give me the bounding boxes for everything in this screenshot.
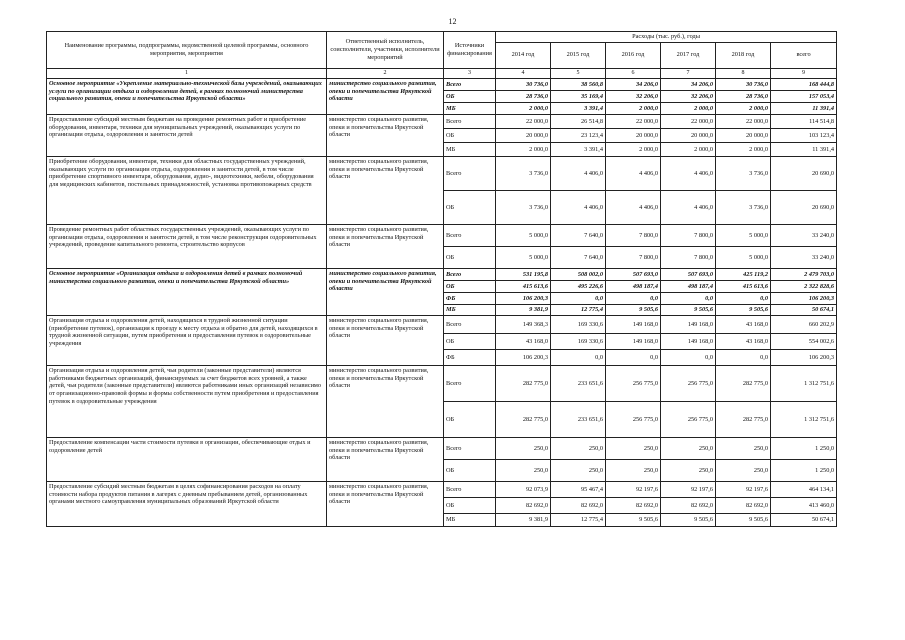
column-index: 3 — [444, 68, 496, 78]
amount-cell: 7 640,0 — [551, 246, 606, 268]
amount-cell: 28 736,0 — [716, 90, 771, 102]
amount-cell: 43 168,0 — [496, 333, 551, 349]
amount-cell: 149 168,0 — [606, 333, 661, 349]
amount-total: 1 250,0 — [771, 437, 837, 459]
amount-cell: 9 505,6 — [661, 513, 716, 526]
amount-cell: 415 613,6 — [496, 280, 551, 292]
funding-source: ОБ — [444, 401, 496, 437]
amount-cell: 2 000,0 — [661, 142, 716, 156]
amount-cell: 282 775,0 — [716, 401, 771, 437]
amount-cell: 38 560,8 — [551, 78, 606, 90]
amount-cell: 2 000,0 — [606, 102, 661, 114]
amount-cell: 9 505,6 — [716, 513, 771, 526]
amount-cell: 0,0 — [551, 349, 606, 365]
column-index: 4 — [496, 68, 551, 78]
amount-cell: 22 000,0 — [496, 114, 551, 128]
activity-name: Предоставление субсидий местным бюджетам на проведение ремонтных работ и приобретение оборудования, инвентаря, техники для муниципальных учреждений, оказывающих услуги по организации отдыха, оздоровления и занятости детей — [47, 114, 327, 156]
column-index: 6 — [606, 68, 661, 78]
amount-cell: 30 736,0 — [496, 78, 551, 90]
amount-cell: 2 000,0 — [661, 102, 716, 114]
header-name: Наименование программы, подпрограммы, ведомственной целевой программы, основного мероприятия, мероприятия — [47, 32, 327, 69]
amount-total: 106 200,3 — [771, 349, 837, 365]
amount-cell: 256 775,0 — [661, 401, 716, 437]
funding-source: Всего — [444, 224, 496, 246]
table-row — [47, 78, 837, 90]
amount-cell: 425 119,2 — [716, 268, 771, 280]
amount-cell: 507 693,0 — [606, 268, 661, 280]
executor: министерство социального развития, опеки и попечительства Иркутской области — [327, 365, 444, 437]
amount-total: 1 250,0 — [771, 459, 837, 481]
funding-source: ОБ — [444, 459, 496, 481]
funding-source: Всего — [444, 437, 496, 459]
amount-cell: 508 002,0 — [551, 268, 606, 280]
amount-cell: 507 693,0 — [661, 268, 716, 280]
amount-cell: 92 197,6 — [606, 481, 661, 497]
table-row — [47, 481, 837, 497]
amount-cell: 0,0 — [606, 292, 661, 304]
column-index: 2 — [327, 68, 444, 78]
funding-source: ОБ — [444, 90, 496, 102]
amount-cell: 0,0 — [716, 292, 771, 304]
amount-cell: 3 736,0 — [496, 190, 551, 224]
amount-cell: 233 651,6 — [551, 401, 606, 437]
executor: министерство социального развития, опеки и попечительства Иркутской области — [327, 315, 444, 365]
amount-cell: 106 200,3 — [496, 349, 551, 365]
amount-cell: 28 736,0 — [496, 90, 551, 102]
table-body — [47, 78, 837, 526]
funding-source: Всего — [444, 156, 496, 190]
amount-cell: 250,0 — [661, 437, 716, 459]
amount-cell: 20 000,0 — [716, 128, 771, 142]
header-year: 2014 год — [496, 42, 551, 68]
amount-cell: 149 368,3 — [496, 315, 551, 333]
amount-cell: 7 800,0 — [606, 224, 661, 246]
activity-name: Приобретение оборудования, инвентаря, техники для областных государственных учреждений, оказывающих услуги по организации отдыха, оздоровления и занятости детей, в том числе приобретение спортивного инвентаря, оборудования, аудио-, видеотехники, мебели, оборудования для медицинских кабинетов, постельных принадлежностей, установка противопожарных средств — [47, 156, 327, 224]
amount-cell: 256 775,0 — [661, 365, 716, 401]
amount-cell: 250,0 — [716, 459, 771, 481]
column-index: 1 — [47, 68, 327, 78]
amount-cell: 0,0 — [606, 349, 661, 365]
amount-cell: 256 775,0 — [606, 401, 661, 437]
table-row — [47, 224, 837, 246]
amount-cell: 282 775,0 — [496, 365, 551, 401]
amount-total: 2 479 703,0 — [771, 268, 837, 280]
main-activity-name: Основное мероприятие «Укрепление материально-технической базы учреждений, оказывающих услуги по организации отдыха и оздоровления детей, в рамках полномочий министерства социального развития, опеки и попечительства Иркутской области» — [47, 78, 327, 114]
amount-total: 20 690,0 — [771, 190, 837, 224]
executor: министерство социального развития, опеки и попечительства Иркутской области — [327, 78, 444, 114]
amount-cell: 82 692,0 — [496, 497, 551, 513]
column-index: 8 — [716, 68, 771, 78]
budget-table — [46, 31, 837, 527]
amount-total: 554 002,6 — [771, 333, 837, 349]
funding-source: Всего — [444, 78, 496, 90]
amount-cell: 9 505,6 — [606, 513, 661, 526]
funding-source: Всего — [444, 114, 496, 128]
amount-cell: 5 000,0 — [496, 224, 551, 246]
amount-cell: 26 514,8 — [551, 114, 606, 128]
amount-cell: 32 206,0 — [606, 90, 661, 102]
amount-cell: 82 692,0 — [606, 497, 661, 513]
amount-cell: 498 187,4 — [606, 280, 661, 292]
amount-cell: 9 505,6 — [606, 304, 661, 315]
amount-total: 50 674,1 — [771, 513, 837, 526]
header-year: 2016 год — [606, 42, 661, 68]
amount-cell: 32 206,0 — [661, 90, 716, 102]
column-index: 7 — [661, 68, 716, 78]
amount-cell: 7 800,0 — [661, 246, 716, 268]
amount-cell: 2 000,0 — [606, 142, 661, 156]
page-number: 12 — [448, 17, 457, 26]
amount-cell: 92 197,6 — [661, 481, 716, 497]
funding-source: ОБ — [444, 497, 496, 513]
amount-total: 1 312 751,6 — [771, 401, 837, 437]
amount-cell: 9 505,6 — [661, 304, 716, 315]
amount-cell: 169 330,6 — [551, 315, 606, 333]
amount-cell: 5 000,0 — [496, 246, 551, 268]
amount-cell: 0,0 — [661, 349, 716, 365]
column-index: 5 — [551, 68, 606, 78]
amount-cell: 250,0 — [551, 437, 606, 459]
amount-cell: 3 736,0 — [716, 156, 771, 190]
header-executor: Ответственный исполнитель, соисполнители, участники, исполнители мероприятий — [327, 32, 444, 69]
amount-cell: 149 168,0 — [606, 315, 661, 333]
amount-cell: 43 168,0 — [716, 333, 771, 349]
activity-name: Предоставление субсидий местным бюджетам в целях софинансирования расходов на оплату стоимости набора продуктов питания в лагерях с дневным пребыванием детей, организованных органами местного самоуправления муниципальных образований Иркутской области — [47, 481, 327, 526]
amount-cell: 250,0 — [661, 459, 716, 481]
amount-cell: 0,0 — [551, 292, 606, 304]
amount-cell: 12 775,4 — [551, 513, 606, 526]
amount-cell: 34 206,0 — [661, 78, 716, 90]
funding-source: ОБ — [444, 246, 496, 268]
funding-source: ОБ — [444, 128, 496, 142]
amount-total: 413 460,0 — [771, 497, 837, 513]
amount-cell: 250,0 — [551, 459, 606, 481]
amount-cell: 9 381,9 — [496, 304, 551, 315]
amount-cell: 0,0 — [716, 349, 771, 365]
amount-cell: 498 187,4 — [661, 280, 716, 292]
activity-name: Организация отдыха и оздоровления детей, находящихся в трудной жизненной ситуации (приобретение путевок), организация к проезду к месту отдыха и обратно для детей, находящихся в трудной жизненной ситуации, путем приобретения и предоставления путевок в оздоровительные учреждения — [47, 315, 327, 365]
table-row — [47, 156, 837, 190]
amount-cell: 9 381,9 — [496, 513, 551, 526]
table-row — [47, 365, 837, 401]
amount-cell: 2 000,0 — [716, 102, 771, 114]
amount-total: 168 444,8 — [771, 78, 837, 90]
amount-cell: 92 073,9 — [496, 481, 551, 497]
amount-cell: 495 226,6 — [551, 280, 606, 292]
amount-total: 2 322 828,6 — [771, 280, 837, 292]
activity-name: Предоставление компенсации части стоимости путевки в организации, обеспечивающие отдых и оздоровление детей — [47, 437, 327, 481]
amount-cell: 7 800,0 — [606, 246, 661, 268]
amount-cell: 4 406,0 — [551, 156, 606, 190]
main-activity-name: Основное мероприятие «Организация отдыха и оздоровления детей в рамках полномочий министерства социального развития, опеки и попечительства Иркутской области» — [47, 268, 327, 315]
funding-source: ОБ — [444, 190, 496, 224]
amount-total: 33 240,0 — [771, 246, 837, 268]
amount-cell: 3 391,4 — [551, 142, 606, 156]
amount-total: 11 391,4 — [771, 142, 837, 156]
amount-cell: 169 330,6 — [551, 333, 606, 349]
amount-cell: 20 000,0 — [661, 128, 716, 142]
amount-cell: 43 168,0 — [716, 315, 771, 333]
header-total: всего — [771, 42, 837, 68]
header-year: 2015 год — [551, 42, 606, 68]
funding-source: ФБ — [444, 349, 496, 365]
amount-total: 11 391,4 — [771, 102, 837, 114]
amount-cell: 2 000,0 — [496, 102, 551, 114]
amount-cell: 7 640,0 — [551, 224, 606, 246]
amount-cell: 22 000,0 — [661, 114, 716, 128]
funding-source: ОБ — [444, 333, 496, 349]
amount-total: 114 514,8 — [771, 114, 837, 128]
amount-cell: 282 775,0 — [716, 365, 771, 401]
header-year: 2018 год — [716, 42, 771, 68]
amount-cell: 82 692,0 — [661, 497, 716, 513]
funding-source: МБ — [444, 304, 496, 315]
amount-cell: 35 169,4 — [551, 90, 606, 102]
amount-total: 660 202,9 — [771, 315, 837, 333]
amount-cell: 82 692,0 — [551, 497, 606, 513]
executor: министерство социального развития, опеки и попечительства Иркутской области — [327, 481, 444, 526]
amount-cell: 22 000,0 — [606, 114, 661, 128]
funding-source: ФБ — [444, 292, 496, 304]
amount-total: 103 123,4 — [771, 128, 837, 142]
table-row — [47, 315, 837, 333]
executor: министерство социального развития, опеки и попечительства Иркутской области — [327, 224, 444, 268]
amount-cell: 5 000,0 — [716, 224, 771, 246]
amount-total: 464 134,1 — [771, 481, 837, 497]
amount-cell: 106 200,3 — [496, 292, 551, 304]
amount-cell: 3 736,0 — [496, 156, 551, 190]
amount-total: 50 674,1 — [771, 304, 837, 315]
funding-source: Всего — [444, 315, 496, 333]
amount-cell: 34 206,0 — [606, 78, 661, 90]
amount-cell: 531 195,8 — [496, 268, 551, 280]
amount-cell: 250,0 — [496, 437, 551, 459]
table-row — [47, 268, 837, 280]
amount-cell: 250,0 — [496, 459, 551, 481]
funding-source: Всего — [444, 365, 496, 401]
amount-cell: 9 505,6 — [716, 304, 771, 315]
amount-cell: 23 123,4 — [551, 128, 606, 142]
amount-total: 1 312 751,6 — [771, 365, 837, 401]
amount-cell: 5 000,0 — [716, 246, 771, 268]
amount-cell: 415 613,6 — [716, 280, 771, 292]
amount-cell: 95 467,4 — [551, 481, 606, 497]
funding-source: МБ — [444, 513, 496, 526]
amount-cell: 282 775,0 — [496, 401, 551, 437]
amount-cell: 149 168,0 — [661, 333, 716, 349]
amount-cell: 30 736,0 — [716, 78, 771, 90]
amount-cell: 149 168,0 — [661, 315, 716, 333]
header-source: Источники финансирования — [444, 32, 496, 69]
amount-cell: 4 406,0 — [661, 190, 716, 224]
amount-cell: 7 800,0 — [661, 224, 716, 246]
header-year: 2017 год — [661, 42, 716, 68]
amount-cell: 20 000,0 — [606, 128, 661, 142]
activity-name: Проведение ремонтных работ областных государственных учреждений, оказывающих услуги по организации отдыха, оздоровления и занятости детей, в том числе реконструкция оздоровительных учреждений, проведение капитального ремонта, строительство корпусов — [47, 224, 327, 268]
amount-cell: 12 775,4 — [551, 304, 606, 315]
table-row — [47, 437, 837, 459]
amount-cell: 0,0 — [661, 292, 716, 304]
amount-cell: 256 775,0 — [606, 365, 661, 401]
amount-cell: 3 391,4 — [551, 102, 606, 114]
amount-total: 20 690,0 — [771, 156, 837, 190]
amount-cell: 4 406,0 — [551, 190, 606, 224]
amount-total: 106 200,3 — [771, 292, 837, 304]
executor: министерство социального развития, опеки и попечительства Иркутской области — [327, 268, 444, 315]
amount-cell: 2 000,0 — [496, 142, 551, 156]
amount-cell: 250,0 — [606, 437, 661, 459]
amount-cell: 250,0 — [606, 459, 661, 481]
table-row — [47, 114, 837, 128]
amount-cell: 233 651,6 — [551, 365, 606, 401]
amount-cell: 250,0 — [716, 437, 771, 459]
executor: министерство социального развития, опеки и попечительства Иркутской области — [327, 156, 444, 224]
funding-source: ОБ — [444, 280, 496, 292]
amount-cell: 92 197,6 — [716, 481, 771, 497]
amount-cell: 4 406,0 — [661, 156, 716, 190]
executor: министерство социального развития, опеки и попечительства Иркутской области — [327, 114, 444, 156]
amount-total: 33 240,0 — [771, 224, 837, 246]
amount-cell: 4 406,0 — [606, 190, 661, 224]
amount-cell: 20 000,0 — [496, 128, 551, 142]
amount-cell: 3 736,0 — [716, 190, 771, 224]
executor: министерство социального развития, опеки и попечительства Иркутской области — [327, 437, 444, 481]
funding-source: Всего — [444, 481, 496, 497]
funding-source: МБ — [444, 142, 496, 156]
header-expenses: Расходы (тыс. руб.), годы — [496, 32, 837, 43]
activity-name: Организация отдыха и оздоровления детей, чьи родители (законные представители) являются работниками бюджетных организаций, финансируемых за счет бюджетов всех уровней, а также детей, чьи родители (законные представители) являются работниками иных организаций независимо от организационно-правовой формы и формы собственности путем приобретения и предоставления путевок в оздоровительные учреждения — [47, 365, 327, 437]
amount-cell: 2 000,0 — [716, 142, 771, 156]
column-index: 9 — [771, 68, 837, 78]
funding-source: МБ — [444, 102, 496, 114]
amount-cell: 4 406,0 — [606, 156, 661, 190]
amount-total: 157 053,4 — [771, 90, 837, 102]
amount-cell: 82 692,0 — [716, 497, 771, 513]
funding-source: Всего — [444, 268, 496, 280]
amount-cell: 22 000,0 — [716, 114, 771, 128]
